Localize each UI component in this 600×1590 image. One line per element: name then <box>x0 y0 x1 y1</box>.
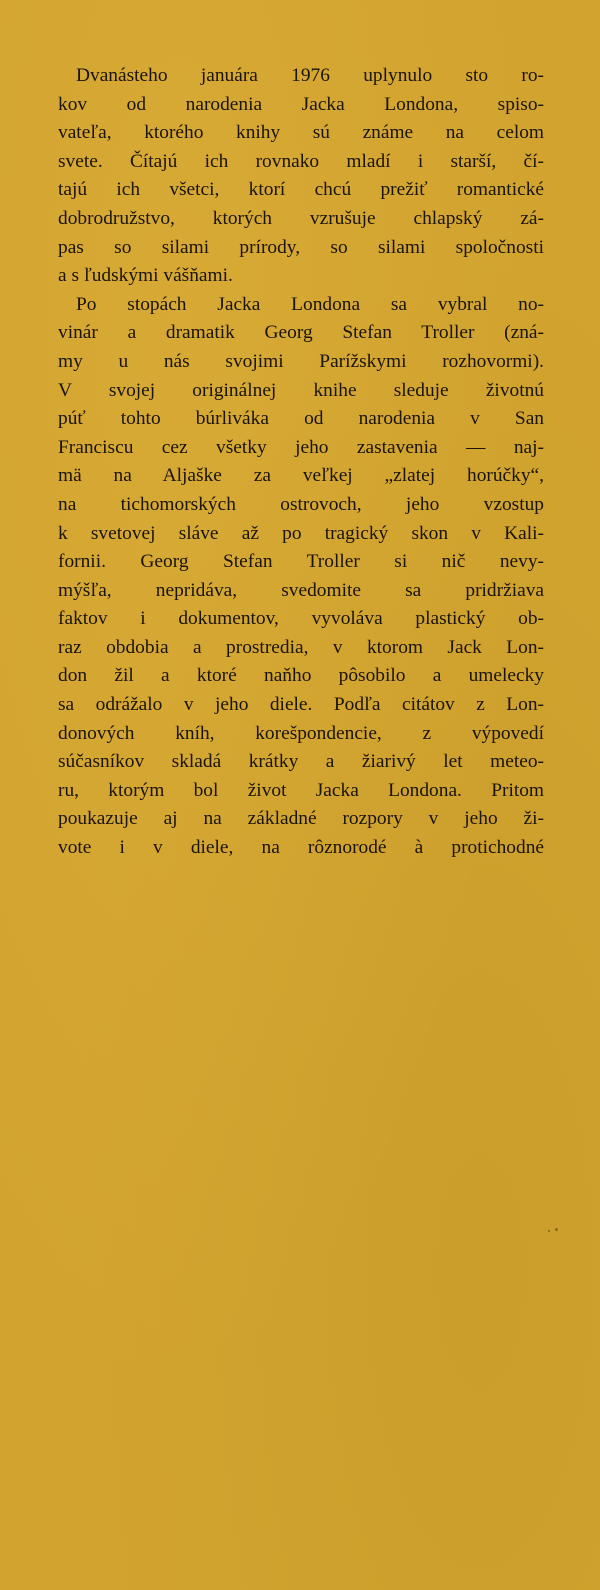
text-line: fornii. Georg Stefan Troller si nič nevy- <box>58 551 544 573</box>
text-line: sa odrážalo v jeho diele. Podľa citátov z Lon- <box>58 694 544 716</box>
text-line: na tichomorských ostrovoch, jeho vzostup <box>58 493 544 515</box>
text-line: V svojej originálnej knihe sleduje životnú <box>58 379 544 401</box>
paper-speck <box>555 1228 558 1231</box>
text-line: Franciscu cez všetky jeho zastavenia — naj- <box>58 436 544 458</box>
text-line: k svetovej sláve až po tragický skon v Kali- <box>58 522 544 544</box>
text-line: tajú ich všetci, ktorí chcú prežiť romantické <box>58 179 544 201</box>
text-line: my u nás svojimi Parížskymi rozhovormi). <box>58 350 544 372</box>
text-line: púť tohto búrliváka od narodenia v San <box>58 408 544 430</box>
paper-speck <box>548 1230 550 1232</box>
text-line: vateľa, ktorého knihy sú známe na celom <box>58 122 544 144</box>
text-line: raz obdobia a prostredia, v ktorom Jack Lon- <box>58 636 544 658</box>
text-line: vinár a dramatik Georg Stefan Troller (zná- <box>58 322 544 344</box>
text-line: Po stopách Jacka Londona sa vybral no- <box>76 293 544 315</box>
text-line: svete. Čítajú ich rovnako mladí i starší, čí- <box>58 150 544 172</box>
text-line: donových kníh, korešpondencie, z výpovedí <box>58 722 544 744</box>
text-line: súčasníkov skladá krátky a žiarivý let meteo- <box>58 751 544 773</box>
text-line: dobrodružstvo, ktorých vzrušuje chlapský zá- <box>58 207 544 229</box>
text-line: pas so silami prírody, so silami spoločnosti <box>58 236 544 258</box>
text-line: Dvanásteho januára 1976 uplynulo sto ro- <box>76 65 544 86</box>
text-line: vote i v diele, na rôznorodé à protichodné <box>58 837 544 859</box>
text-line: a s ľudskými vášňami. <box>58 265 233 287</box>
text-line: ru, ktorým bol život Jacka Londona. Pritom <box>58 779 544 801</box>
blurb-text <box>58 62 544 863</box>
text-line: kov od narodenia Jacka Londona, spiso- <box>58 93 544 115</box>
text-line: mä na Aljaške za veľkej „zlatej horúčky“, <box>58 465 544 487</box>
text-line: faktov i dokumentov, vyvoláva plastický ob- <box>58 608 544 630</box>
text-line: poukazuje aj na základné rozpory v jeho ži- <box>58 808 544 830</box>
text-line: mýšľa, nepridáva, svedomite sa pridržiava <box>58 579 544 601</box>
text-line: don žil a ktoré naňho pôsobilo a umelecky <box>58 665 544 687</box>
